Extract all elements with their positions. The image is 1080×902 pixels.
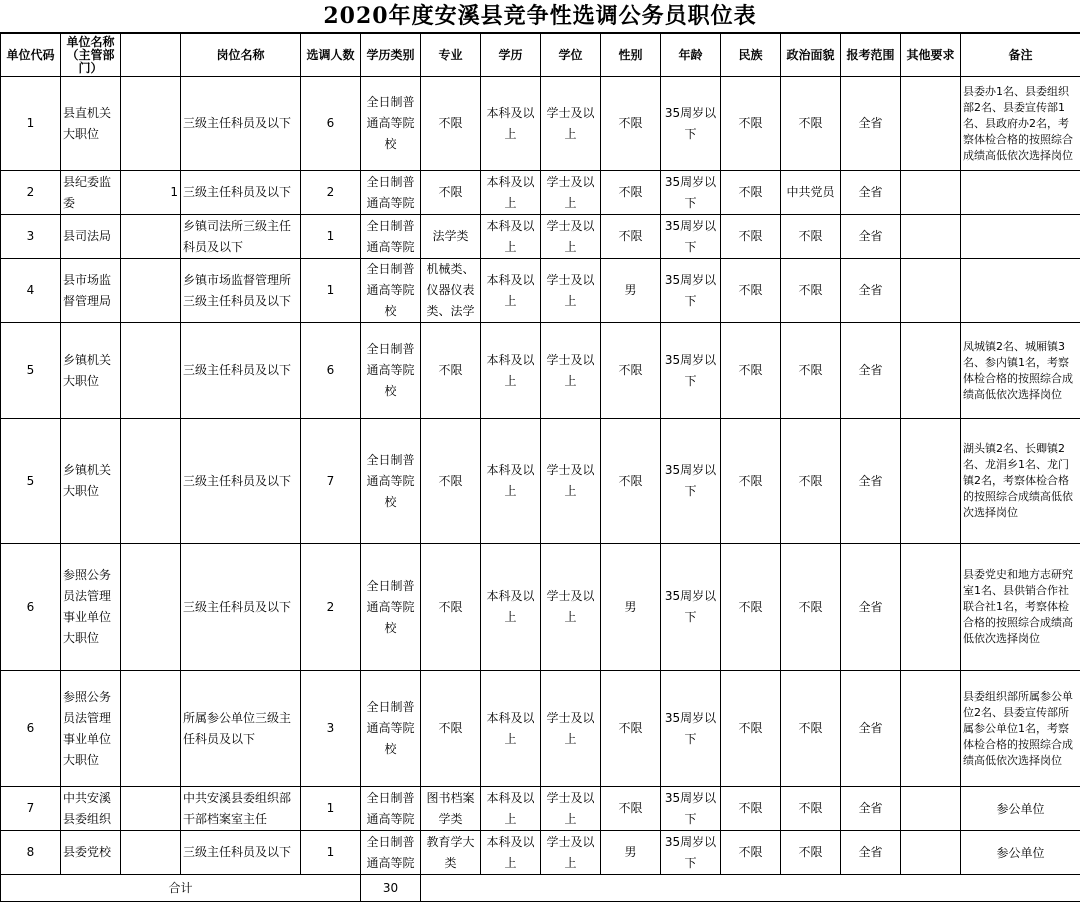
cell-count: 6 [301,77,361,171]
cell-unit-code: 1 [1,77,61,171]
cell-unit-code: 6 [1,544,61,671]
cell-major: 机械类、仪器仪表类、法学 [421,259,481,323]
cell-ethnicity: 不限 [721,323,781,419]
cell-education: 本科及以上 [481,77,541,171]
cell-education: 本科及以上 [481,419,541,544]
cell-unit-name: 乡镇机关大职位 [61,419,121,544]
cell-ethnicity: 不限 [721,419,781,544]
cell-edu-type: 全日制普通高等院校 [361,544,421,671]
cell-unit-name: 县直机关大职位 [61,77,121,171]
table-row [1,215,1080,259]
cell-politics: 不限 [781,215,841,259]
cell-other [901,259,961,323]
header-unit-name: 单位名称（主管部门） [61,34,121,77]
cell-other [901,419,961,544]
cell-politics: 不限 [781,671,841,787]
cell-count: 3 [301,671,361,787]
cell-count: 1 [301,787,361,831]
cell-major: 法学类 [421,215,481,259]
header-politics: 政治面貌 [781,34,841,77]
cell-note: 凤城镇2名、城厢镇3名、参内镇1名，考察体检合格的按照综合成绩高低依次选择岗位 [961,323,1080,419]
cell-scope: 全省 [841,544,901,671]
cell-gender: 不限 [601,419,661,544]
table-row [1,787,1080,831]
cell-other [901,671,961,787]
cell-edu-type: 全日制普通高等院 [361,787,421,831]
cell-scope: 全省 [841,77,901,171]
cell-unit-code: 7 [1,787,61,831]
cell-edu-type: 全日制普通高等院校 [361,259,421,323]
table-row [1,671,1080,787]
header-education: 学历 [481,34,541,77]
cell-extra [121,544,181,671]
header-position: 岗位名称 [181,34,301,77]
cell-degree: 学士及以上 [541,171,601,215]
cell-other [901,787,961,831]
cell-age: 35周岁以下 [661,787,721,831]
cell-count: 6 [301,323,361,419]
cell-count: 2 [301,171,361,215]
header-note: 备注 [961,34,1080,77]
table-row [1,171,1080,215]
cell-politics: 中共党员 [781,171,841,215]
cell-unit-name: 乡镇机关大职位 [61,323,121,419]
cell-unit-code: 5 [1,419,61,544]
table-row [1,419,1080,544]
cell-major: 不限 [421,544,481,671]
cell-edu-type: 全日制普通高等院校 [361,77,421,171]
header-scope: 报考范围 [841,34,901,77]
cell-degree: 学士及以上 [541,323,601,419]
cell-extra [121,419,181,544]
cell-extra [121,77,181,171]
cell-age: 35周岁以下 [661,77,721,171]
cell-unit-code: 2 [1,171,61,215]
cell-politics: 不限 [781,787,841,831]
cell-other [901,215,961,259]
cell-note: 参公单位 [961,787,1080,831]
cell-position: 所属参公单位三级主任科员及以下 [181,671,301,787]
cell-note: 县委党史和地方志研究室1名、县供销合作社联合社1名，考察体检合格的按照综合成绩高低依次选择岗位 [961,544,1080,671]
cell-major: 不限 [421,419,481,544]
total-row [1,875,1080,902]
cell-age: 35周岁以下 [661,259,721,323]
cell-degree: 学士及以上 [541,259,601,323]
cell-scope: 全省 [841,419,901,544]
cell-gender: 男 [601,259,661,323]
cell-other [901,831,961,875]
position-table [0,33,1080,902]
cell-other [901,171,961,215]
cell-age: 35周岁以下 [661,419,721,544]
cell-age: 35周岁以下 [661,323,721,419]
cell-scope: 全省 [841,787,901,831]
cell-extra [121,671,181,787]
cell-major: 不限 [421,323,481,419]
page-title: 2020年度安溪县竞争性选调公务员职位表 [0,0,1080,33]
cell-politics: 不限 [781,544,841,671]
cell-education: 本科及以上 [481,259,541,323]
cell-edu-type: 全日制普通高等院校 [361,671,421,787]
cell-note [961,259,1080,323]
cell-count: 1 [301,831,361,875]
cell-extra [121,323,181,419]
cell-gender: 不限 [601,215,661,259]
cell-unit-name: 县市场监督管理局 [61,259,121,323]
cell-edu-type: 全日制普通高等院校 [361,323,421,419]
cell-ethnicity: 不限 [721,77,781,171]
cell-note: 县委办1名、县委组织部2名、县委宣传部1名、县政府办2名，考察体检合格的按照综合成绩高低依次选择岗位 [961,77,1080,171]
cell-major: 教育学大类 [421,831,481,875]
cell-count: 1 [301,215,361,259]
cell-gender: 不限 [601,787,661,831]
header-major: 专业 [421,34,481,77]
cell-gender: 不限 [601,671,661,787]
cell-unit-name: 县纪委监委 [61,171,121,215]
cell-degree: 学士及以上 [541,77,601,171]
cell-scope: 全省 [841,831,901,875]
cell-age: 35周岁以下 [661,671,721,787]
cell-scope: 全省 [841,323,901,419]
table-row [1,77,1080,171]
header-gender: 性别 [601,34,661,77]
cell-unit-code: 3 [1,215,61,259]
header-ethnicity: 民族 [721,34,781,77]
cell-gender: 男 [601,831,661,875]
cell-extra [121,259,181,323]
cell-position: 乡镇市场监督管理所三级主任科员及以下 [181,259,301,323]
cell-note: 参公单位 [961,831,1080,875]
cell-ethnicity: 不限 [721,787,781,831]
cell-note [961,171,1080,215]
cell-politics: 不限 [781,419,841,544]
cell-unit-name: 中共安溪县委组织 [61,787,121,831]
cell-education: 本科及以上 [481,171,541,215]
cell-other [901,77,961,171]
cell-scope: 全省 [841,171,901,215]
total-blank [421,875,1080,902]
cell-edu-type: 全日制普通高等院 [361,215,421,259]
cell-note: 湖头镇2名、长卿镇2名、龙涓乡1名、龙门镇2名，考察体检合格的按照综合成绩高低依次选择岗位 [961,419,1080,544]
cell-degree: 学士及以上 [541,544,601,671]
cell-position: 三级主任科员及以下 [181,544,301,671]
cell-position: 三级主任科员及以下 [181,323,301,419]
cell-position: 三级主任科员及以下 [181,831,301,875]
cell-position: 乡镇司法所三级主任科员及以下 [181,215,301,259]
total-count: 30 [361,875,421,902]
cell-major: 不限 [421,77,481,171]
cell-gender: 不限 [601,171,661,215]
cell-major: 图书档案学类 [421,787,481,831]
table-row [1,323,1080,419]
cell-unit-name: 县委党校 [61,831,121,875]
header-degree: 学位 [541,34,601,77]
cell-gender: 男 [601,544,661,671]
header-blank [121,34,181,77]
cell-politics: 不限 [781,77,841,171]
cell-politics: 不限 [781,259,841,323]
cell-unit-code: 6 [1,671,61,787]
cell-education: 本科及以上 [481,787,541,831]
cell-education: 本科及以上 [481,544,541,671]
cell-ethnicity: 不限 [721,215,781,259]
cell-scope: 全省 [841,671,901,787]
cell-position: 三级主任科员及以下 [181,419,301,544]
cell-unit-name: 参照公务员法管理事业单位大职位 [61,671,121,787]
cell-gender: 不限 [601,77,661,171]
cell-age: 35周岁以下 [661,544,721,671]
total-label: 合计 [1,875,361,902]
cell-extra [121,831,181,875]
header-row [1,34,1080,77]
cell-age: 35周岁以下 [661,831,721,875]
cell-scope: 全省 [841,215,901,259]
cell-position: 三级主任科员及以下 [181,171,301,215]
cell-degree: 学士及以上 [541,787,601,831]
cell-unit-code: 8 [1,831,61,875]
cell-gender: 不限 [601,323,661,419]
cell-education: 本科及以上 [481,215,541,259]
cell-age: 35周岁以下 [661,171,721,215]
cell-unit-code: 5 [1,323,61,419]
cell-count: 1 [301,259,361,323]
cell-ethnicity: 不限 [721,671,781,787]
cell-other [901,544,961,671]
cell-ethnicity: 不限 [721,259,781,323]
table-row [1,831,1080,875]
cell-ethnicity: 不限 [721,831,781,875]
cell-scope: 全省 [841,259,901,323]
cell-count: 7 [301,419,361,544]
cell-edu-type: 全日制普通高等院 [361,831,421,875]
cell-ethnicity: 不限 [721,171,781,215]
cell-education: 本科及以上 [481,323,541,419]
header-other: 其他要求 [901,34,961,77]
cell-degree: 学士及以上 [541,831,601,875]
header-age: 年龄 [661,34,721,77]
cell-major: 不限 [421,171,481,215]
cell-major: 不限 [421,671,481,787]
cell-note: 县委组织部所属参公单位2名、县委宣传部所属参公单位1名，考察体检合格的按照综合成绩高低依次选择岗位 [961,671,1080,787]
cell-edu-type: 全日制普通高等院校 [361,419,421,544]
cell-other [901,323,961,419]
cell-degree: 学士及以上 [541,671,601,787]
cell-position: 三级主任科员及以下 [181,77,301,171]
cell-extra: 1 [121,171,181,215]
header-edu-type: 学历类别 [361,34,421,77]
cell-education: 本科及以上 [481,831,541,875]
cell-edu-type: 全日制普通高等院 [361,171,421,215]
cell-degree: 学士及以上 [541,215,601,259]
cell-politics: 不限 [781,323,841,419]
cell-count: 2 [301,544,361,671]
cell-unit-name: 参照公务员法管理事业单位大职位 [61,544,121,671]
cell-age: 35周岁以下 [661,215,721,259]
cell-ethnicity: 不限 [721,544,781,671]
header-count: 选调人数 [301,34,361,77]
cell-education: 本科及以上 [481,671,541,787]
cell-extra [121,215,181,259]
cell-degree: 学士及以上 [541,419,601,544]
cell-unit-name: 县司法局 [61,215,121,259]
cell-unit-code: 4 [1,259,61,323]
cell-extra [121,787,181,831]
header-unit-code: 单位代码 [1,34,61,77]
cell-politics: 不限 [781,831,841,875]
cell-position: 中共安溪县委组织部干部档案室主任 [181,787,301,831]
table-row [1,259,1080,323]
table-row [1,544,1080,671]
cell-note [961,215,1080,259]
